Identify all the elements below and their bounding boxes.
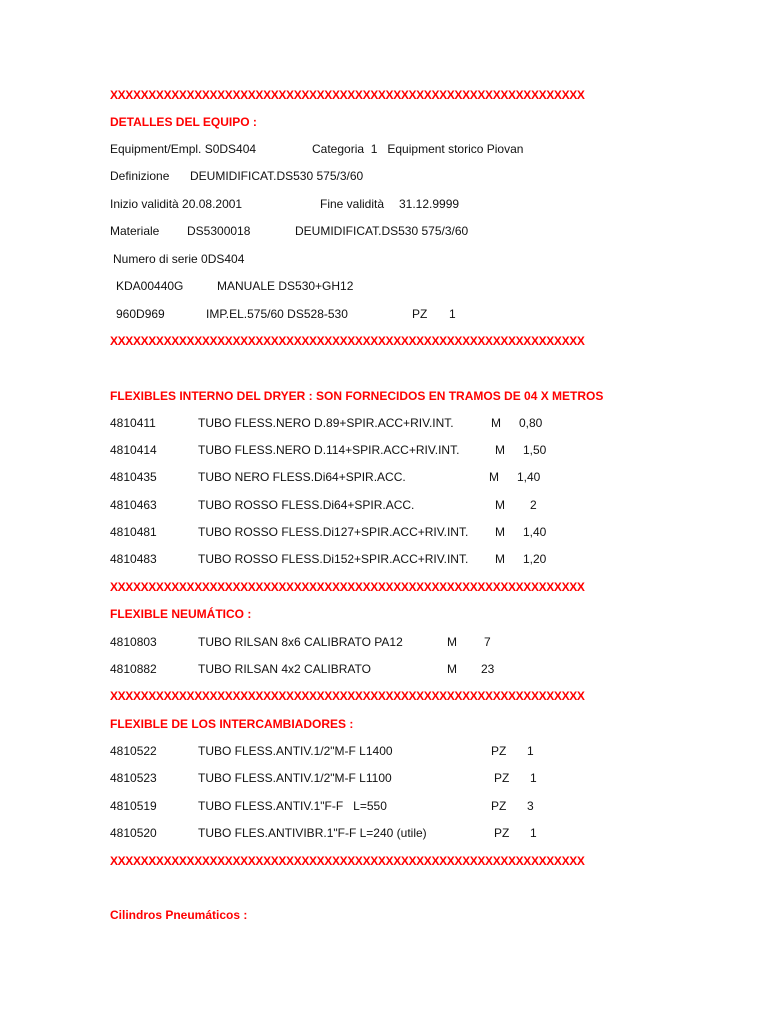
equipment-label: Equipment/Empl. S0DS404 — [110, 142, 257, 156]
row-code: 4810463 — [110, 498, 157, 512]
table-row — [110, 825, 537, 841]
separator-line: XXXXXXXXXXXXXXXXXXXXXXXXXXXXXXXXXXXXXXXXXXXXXXXXXXXXXXXXXXXXXX — [110, 334, 585, 348]
row-code: 4810483 — [110, 552, 157, 566]
separator-line: XXXXXXXXXXXXXXXXXXXXXXXXXXXXXXXXXXXXXXXXXXXXXXXXXXXXXXXXXXXXXX — [110, 854, 585, 868]
row-unit: PZ — [491, 799, 507, 813]
table-row — [110, 551, 547, 567]
section-heading-flexibles-interno: FLEXIBLES INTERNO DEL DRYER : SON FORNECIDOS EN TRAMOS DE 04 X METROS — [110, 389, 604, 403]
row-unit: M — [447, 662, 457, 676]
row-qty: 1 — [530, 826, 537, 840]
table-row — [110, 497, 537, 513]
table-row — [110, 770, 537, 786]
row-qty: 2 — [530, 498, 537, 512]
row-unit: M — [489, 470, 499, 484]
inizio-validita: Inizio validità 20.08.2001 — [110, 197, 243, 211]
fine-validita-value: 31.12.9999 — [399, 197, 460, 211]
table-row — [110, 524, 547, 540]
row-desc: TUBO FLESS.ANTIV.1/2"M-F L1400 — [198, 744, 393, 758]
item-desc: MANUALE DS530+GH12 — [217, 279, 354, 293]
equipo-item-row — [110, 306, 456, 322]
row-unit: M — [491, 416, 501, 430]
section-heading-cilindros: Cilindros Pneumáticos : — [110, 908, 248, 922]
row-unit: PZ — [491, 744, 507, 758]
row-qty: 1,50 — [523, 443, 547, 457]
row-code: 4810411 — [110, 416, 156, 430]
materiale-row — [110, 223, 469, 239]
row-qty: 1,20 — [523, 552, 547, 566]
row-desc: TUBO ROSSO FLESS.Di152+SPIR.ACC+RIV.INT. — [198, 552, 469, 566]
section-heading-equipo: DETALLES DEL EQUIPO : — [110, 115, 257, 129]
fine-validita-label: Fine validità — [320, 197, 385, 211]
item-unit: PZ — [412, 307, 428, 321]
table-row — [110, 661, 495, 677]
categoria-text: Categoria 1 Equipment storico Piovan — [312, 142, 524, 156]
table-row — [110, 442, 547, 458]
row-code: 4810519 — [110, 799, 157, 813]
row-code: 4810481 — [110, 525, 157, 539]
row-desc: TUBO ROSSO FLESS.Di127+SPIR.ACC+RIV.INT. — [198, 525, 469, 539]
materiale-label: Materiale — [110, 224, 160, 238]
row-desc: TUBO FLESS.NERO D.89+SPIR.ACC+RIV.INT. — [198, 416, 454, 430]
row-unit: PZ — [494, 826, 510, 840]
row-code: 4810523 — [110, 771, 157, 785]
item-code: KDA00440G — [116, 279, 184, 293]
row-desc: TUBO NERO FLESS.Di64+SPIR.ACC. — [198, 470, 406, 484]
section-heading-flexible-neumatico: FLEXIBLE NEUMÁTICO : — [110, 607, 252, 621]
numero-serie: Numero di serie 0DS404 — [113, 252, 245, 266]
separator-line: XXXXXXXXXXXXXXXXXXXXXXXXXXXXXXXXXXXXXXXXXXXXXXXXXXXXXXXXXXXXXX — [110, 689, 585, 703]
row-desc: TUBO FLESS.NERO D.114+SPIR.ACC+RIV.INT. — [198, 443, 460, 457]
row-unit: M — [495, 443, 505, 457]
table-row — [110, 634, 491, 650]
row-code: 4810414 — [110, 443, 157, 457]
row-desc: TUBO RILSAN 4x2 CALIBRATO — [198, 662, 371, 676]
row-qty: 3 — [527, 799, 534, 813]
item-code: 960D969 — [116, 307, 165, 321]
table-row — [110, 469, 541, 485]
row-unit: M — [495, 498, 505, 512]
validita-row — [110, 196, 460, 212]
row-code: 4810803 — [110, 635, 157, 649]
row-desc: TUBO RILSAN 8x6 CALIBRATO PA12 — [198, 635, 403, 649]
equipo-item-row — [110, 278, 354, 294]
definizione-label: Definizione — [110, 169, 170, 183]
row-desc: TUBO FLESS.ANTIV.1"F-F L=550 — [198, 799, 387, 813]
table-row — [110, 798, 534, 814]
row-code: 4810522 — [110, 744, 157, 758]
row-unit: M — [495, 525, 505, 539]
separator-line: XXXXXXXXXXXXXXXXXXXXXXXXXXXXXXXXXXXXXXXXXXXXXXXXXXXXXXXXXXXXXX — [110, 88, 585, 102]
row-code: 4810435 — [110, 470, 157, 484]
definizione-value: DEUMIDIFICAT.DS530 575/3/60 — [190, 169, 364, 183]
row-unit: M — [447, 635, 457, 649]
row-qty: 7 — [484, 635, 491, 649]
equipment-row — [110, 141, 524, 157]
row-desc: TUBO FLESS.ANTIV.1/2"M-F L1100 — [198, 771, 392, 785]
row-desc: TUBO ROSSO FLESS.Di64+SPIR.ACC. — [198, 498, 415, 512]
section-heading-intercambiadores: FLEXIBLE DE LOS INTERCAMBIADORES : — [110, 717, 354, 731]
row-qty: 0,80 — [519, 416, 543, 430]
serie-row — [110, 251, 245, 267]
row-code: 4810520 — [110, 826, 157, 840]
materiale-code: DS5300018 — [187, 224, 251, 238]
table-row — [110, 743, 534, 759]
materiale-desc: DEUMIDIFICAT.DS530 575/3/60 — [295, 224, 469, 238]
row-qty: 1 — [530, 771, 537, 785]
row-unit: PZ — [494, 771, 510, 785]
row-qty: 1,40 — [517, 470, 541, 484]
row-qty: 1,40 — [523, 525, 547, 539]
row-code: 4810882 — [110, 662, 157, 676]
separator-line: XXXXXXXXXXXXXXXXXXXXXXXXXXXXXXXXXXXXXXXXXXXXXXXXXXXXXXXXXXXXXX — [110, 580, 585, 594]
item-qty: 1 — [449, 307, 456, 321]
definizione-row — [110, 168, 364, 184]
row-qty: 1 — [527, 744, 534, 758]
row-desc: TUBO FLES.ANTIVIBR.1"F-F L=240 (utile) — [198, 826, 427, 840]
item-desc: IMP.EL.575/60 DS528-530 — [206, 307, 348, 321]
table-row — [110, 415, 543, 431]
row-unit: M — [495, 552, 505, 566]
row-qty: 23 — [481, 662, 495, 676]
